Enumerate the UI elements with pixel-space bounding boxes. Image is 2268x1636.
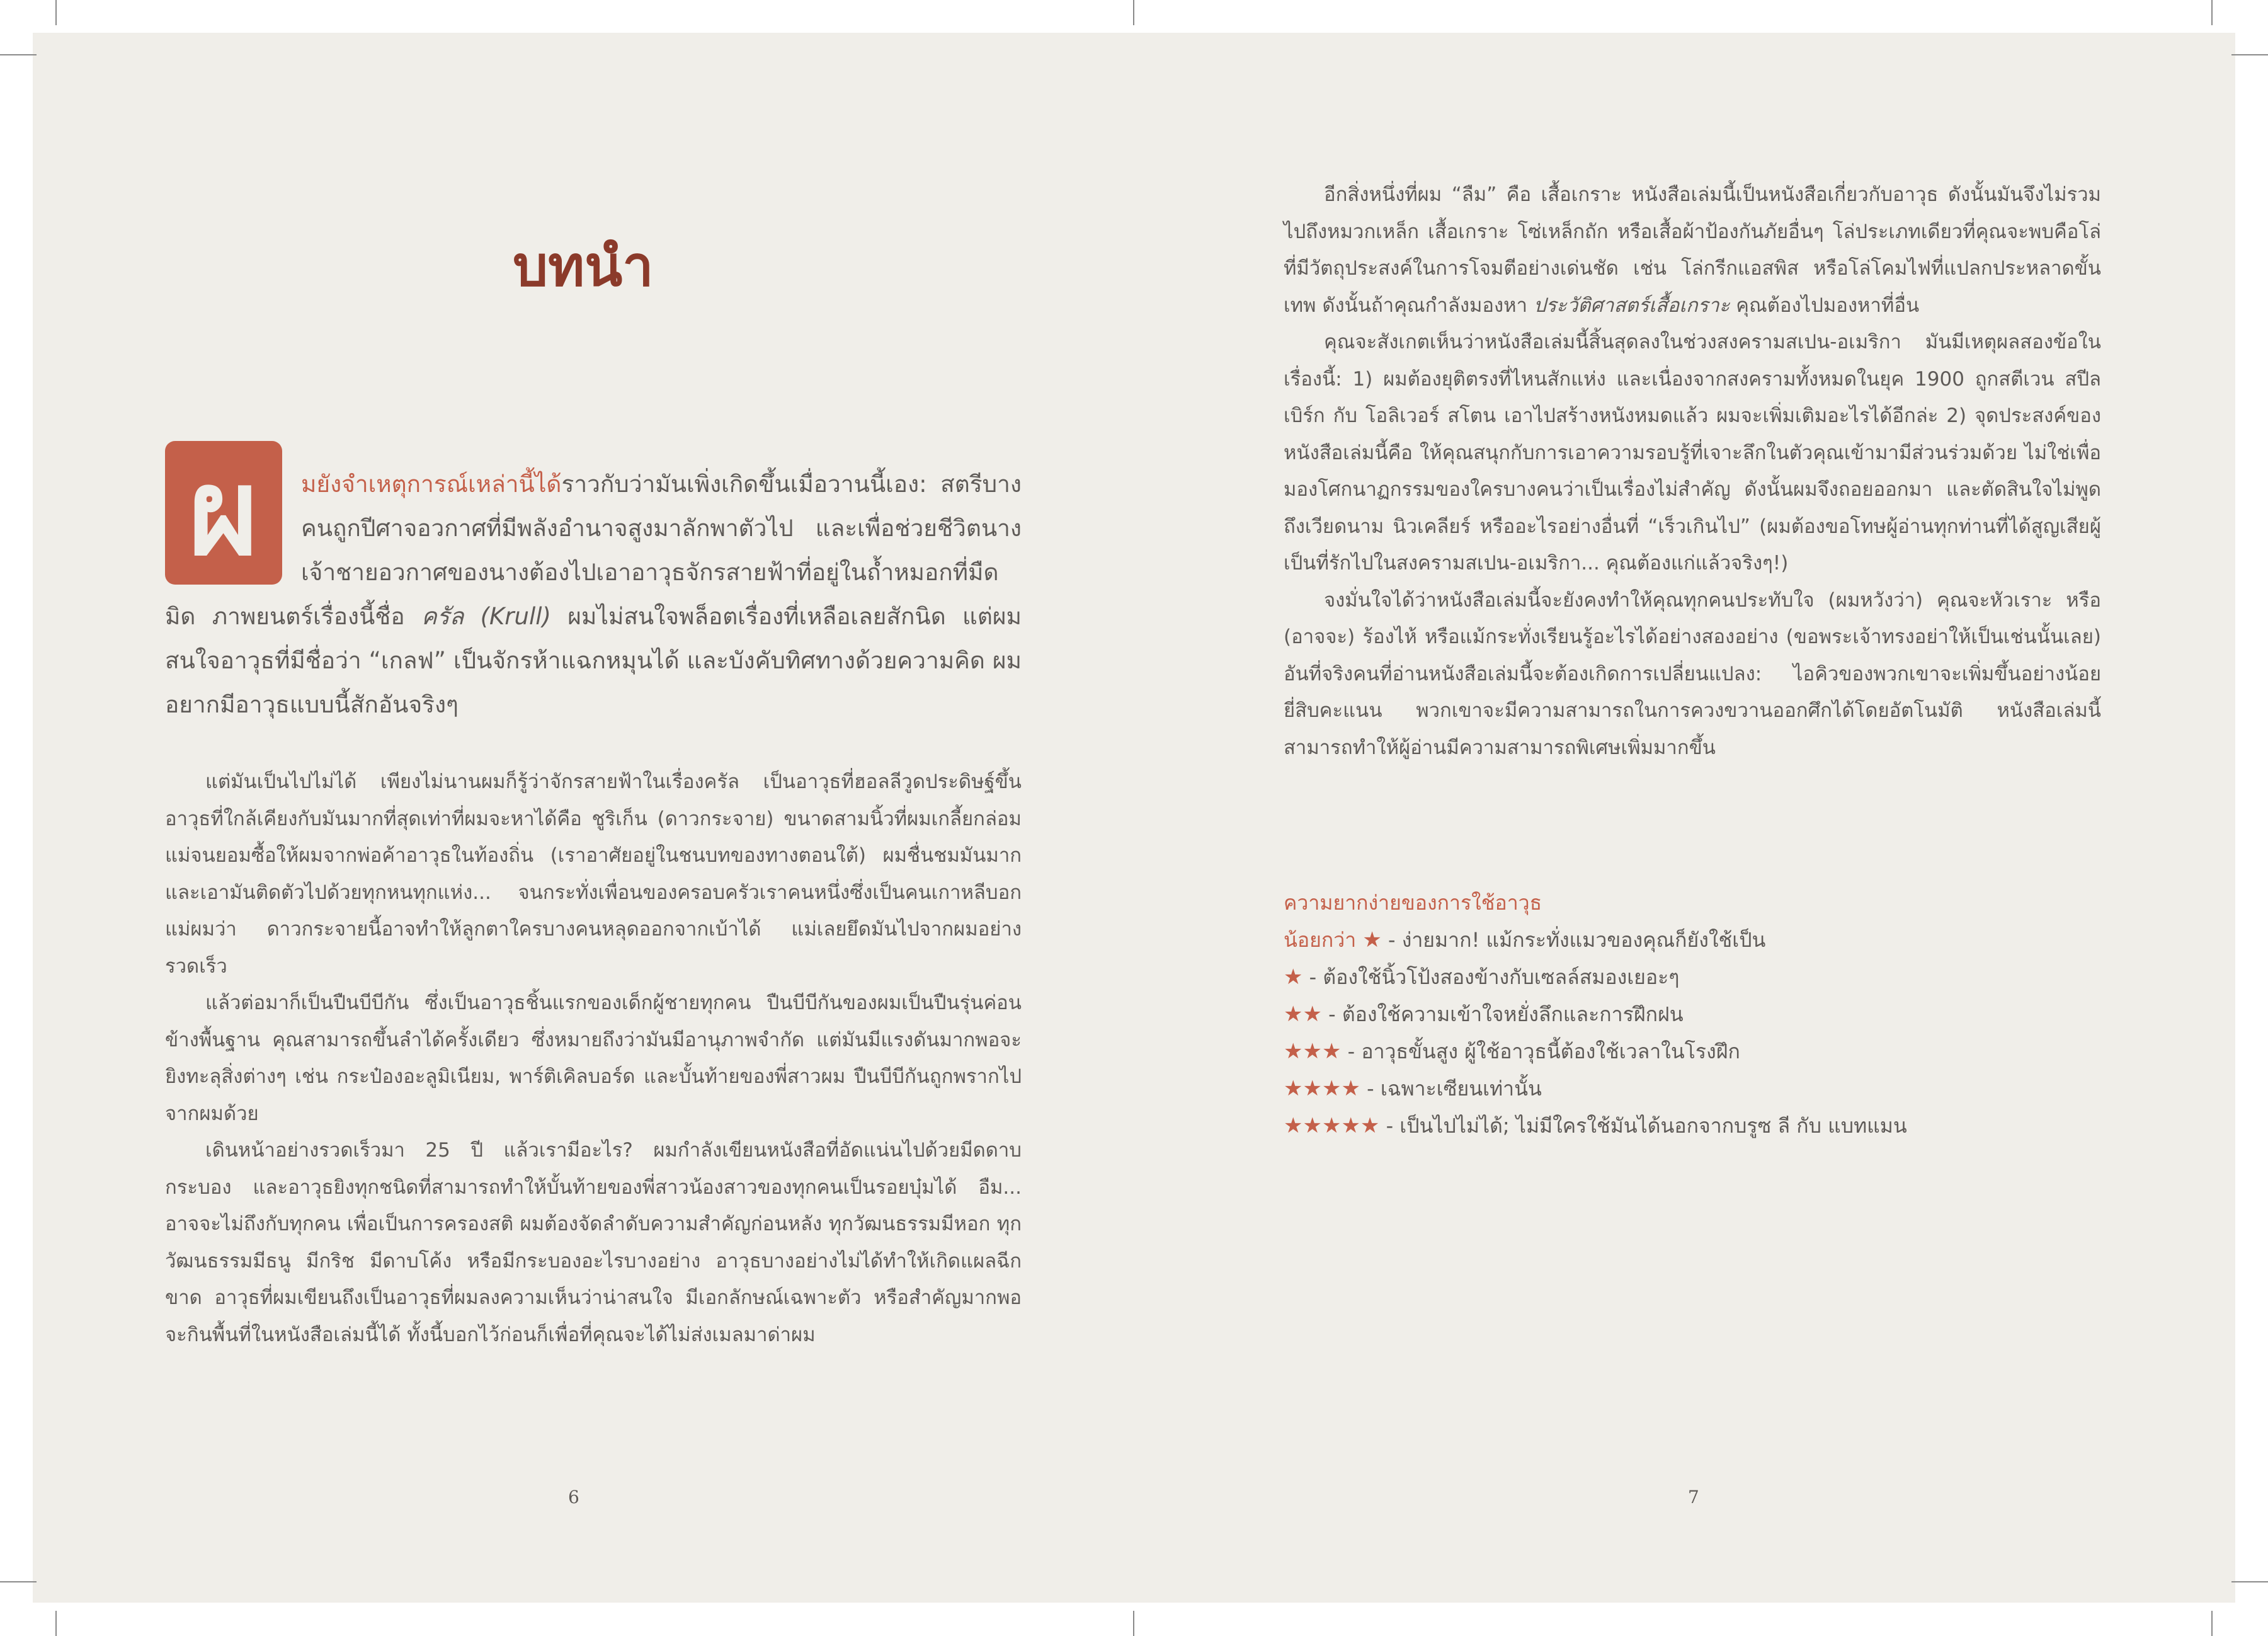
crop-mark bbox=[0, 1581, 37, 1582]
body-paragraph: คุณจะสังเกตเห็นว่าหนังสือเล่มนี้สิ้นสุดลงในช่วงสงครามสเปน-อเมริกา มันมีเหตุผลสองข้อในเรื่องนี้: 1) ผมต้องยุติตรงที่ไหนสักแห่ง และเนื่องจากสงครามทั้งหมดในยุค 1900 ถูกสตีเวน สปีลเบิร์ก กับ โอลิเวอร์ สโตน เอาไปสร้างหนังหมดแล้ว ผมจะเพิ่มเติมอะไรได้อีกล่ะ 2) จุดประสงค์ของหนังสือเล่มนี้คือ ให้คุณสนุกกับการเอาความรอบรู้ที่เจาะลึกในตัวคุณเข้ามามีส่วนร่วมด้วย ไม่ใช่เพื่อมองโศกนาฏกรรมของใครบางคนว่าเป็นเรื่องไม่สำคัญ ดังนั้นผมจึงถอยออกมา และตัดสินใจไม่พูดถึงเวียดนาม นิวเคลียร์ หรืออะไรอย่างอื่นที่ “เร็วเกินไป” (ผมต้องขอโทษผู้อ่านทุกท่านที่ได้สูญเสียผู้เป็นที่รักไปในสงครามสเปน-อเมริกา... คุณต้องแก่แล้วจริงๆ!) bbox=[1284, 331, 2101, 575]
chapter-title: บทนำ bbox=[513, 233, 654, 299]
crop-mark bbox=[2211, 0, 2213, 25]
lead-highlight: มยังจำเหตุการณ์เหล่านี้ได้ bbox=[301, 471, 562, 498]
film-title: ครัล (Krull) bbox=[421, 603, 551, 630]
crop-mark bbox=[2231, 54, 2268, 55]
body-paragraph: เดินหน้าอย่างรวดเร็วมา 25 ปี แล้วเรามีอะไร? ผมกำลังเขียนหนังสือที่อัดแน่นไปด้วยมีดดาบ กระบอง และอาวุธยิงทุกชนิดที่สามารถทำให้บั้นท้ายของพี่สาวน้องสาวของทุกคนเป็นรอยบุ๋มได้ อืม... อาจจะไม่ถึงกับทุกคน เพื่อเป็นการครองสติ ผมต้องจัดลำดับความสำคัญก่อนหลัง ทุกวัฒนธรรมมีหอก ทุกวัฒนธรรมมีธนู มีกริช มีดาบโค้ง หรือมีกระบองอะไรบางอย่าง อาวุธบางอย่างไม่ได้ทำให้เกิดแผลฉีกขาด อาวุธที่ผมเขียนถึงเป็นอาวุธที่ผมลงความเห็นว่าน่าสนใจ มีเอกลักษณ์เฉพาะตัว หรือสำคัญมากพอจะกินพื้นที่ในหนังสือเล่มนี้ได้ ทั้งนี้บอกไว้ก่อนก็เพื่อที่คุณจะได้ไม่ส่งเมลมาด่าผม bbox=[165, 1139, 1022, 1346]
page-number: 7 bbox=[1688, 1487, 1699, 1507]
star-icon: ★ bbox=[1362, 927, 1382, 952]
star-icon: ★★★ bbox=[1284, 1039, 1342, 1064]
body-paragraph bbox=[1284, 176, 2101, 324]
lead-text-2: ผมไม่สนใจพล็อตเรื่องที่เหลือเลยสักนิด แต่ผมสนใจอาวุธที่มีชื่อว่า “เกลฟ” เป็นจักรห้าแฉกหมุนได้ และบังคับทิศทางด้วยความคิด ผมอยากมีอาวุธแบบนี้สักอันจริงๆ bbox=[165, 603, 1022, 718]
crop-mark bbox=[0, 54, 37, 55]
crop-mark bbox=[55, 0, 57, 25]
left-page bbox=[33, 33, 1134, 1603]
star-icon: ★★★★★ bbox=[1284, 1113, 1380, 1138]
legend-row bbox=[1284, 922, 2101, 959]
legend-text: - เป็นไปไม่ได้; ไม่มีใครใช้มันได้นอกจากบรูซ ลี กับ แบทแมน bbox=[1379, 1114, 1907, 1138]
difficulty-legend bbox=[1284, 884, 2101, 1145]
drop-cap: ผ bbox=[165, 441, 282, 585]
para-text: อีกสิ่งหนึ่งที่ผม “ลืม” คือ เสื้อเกราะ หนังสือเล่มนี้เป็นหนังสือเกี่ยวกับอาวุธ ดังนั้นมันจึงไม่รวมไปถึงหมวกเหล็ก เสื้อเกราะ โซ่เหล็กถัก หรือเสื้อผ้าป้องกันภัยอื่นๆ โล่ประเภทเดียวที่คุณจะพบคือโล่ที่มีวัตถุประสงค์ในการโจมตีอย่างเด่นชัด เช่น โล่กรีกแอสพิส หรือโล่โคมไฟที่แปลกประหลาดขั้นเทพ ดังนั้นถ้าคุณกำลังมองหา bbox=[1284, 183, 2101, 317]
legend-row bbox=[1284, 996, 2101, 1033]
body-paragraph: แต่มันเป็นไปไม่ได้ เพียงไม่นานผมก็รู้ว่าจักรสายฟ้าในเรื่องครัล เป็นอาวุธที่ฮอลลีวูดประดิษฐ์ขึ้น อาวุธที่ใกล้เคียงกับมันมากที่สุดเท่าที่ผมจะหาได้คือ ชูริเก็น (ดาวกระจาย) ขนาดสามนิ้วที่ผมเกลี้ยกล่อมแม่จนยอมซื้อให้ผมจากพ่อค้าอาวุธในท้องถิ่น (เราอาศัยอยู่ในชนบทของทางตอนใต้) ผมชื่นชมมันมาก และเอามันติดตัวไปด้วยทุกหนทุกแห่ง... จนกระทั่งเพื่อนของครอบครัวเราคนหนึ่งซึ่งเป็นคนเกาหลีบอกแม่ผมว่า ดาวกระจายนี้อาจทำให้ลูกตาใครบางคนหลุดออกจากเบ้าได้ แม่เลยยึดมันไปจากผมอย่างรวดเร็ว bbox=[165, 770, 1022, 978]
legend-text: - ง่ายมาก! แม้กระทั่งแมวของคุณก็ยังใช้เป็น bbox=[1381, 928, 1766, 952]
right-page bbox=[1134, 33, 2235, 1603]
crop-mark bbox=[55, 1611, 57, 1636]
para-text: คุณต้องไปมองหาที่อื่น bbox=[1729, 294, 1920, 317]
legend-text: - ต้องใช้ความเข้าใจหยั่งลึกและการฝึกฝน bbox=[1321, 1002, 1684, 1026]
legend-text: - เฉพาะเซียนเท่านั้น bbox=[1360, 1077, 1542, 1101]
crop-mark bbox=[2231, 1581, 2268, 1582]
lead-paragraph bbox=[165, 462, 1022, 727]
less-label: น้อยกว่า bbox=[1284, 928, 1357, 952]
legend-row bbox=[1284, 959, 2101, 996]
star-icon: ★ bbox=[1284, 964, 1303, 990]
crop-mark bbox=[1133, 1611, 1134, 1636]
body-paragraph: แล้วต่อมาก็เป็นปืนบีบีกัน ซึ่งเป็นอาวุธชิ้นแรกของเด็กผู้ชายทุกคน ปืนบีบีกันของผมเป็นปืนรุ่นค่อนข้างพื้นฐาน คุณสามารถขึ้นลำได้ครั้งเดียว ซึ่งหมายถึงว่ามันมีอานุภาพจำกัด แต่มันมีแรงดันมากพอจะยิงทะลุสิ่งต่างๆ เช่น กระป๋องอะลูมิเนียม, พาร์ติเคิลบอร์ด และบั้นท้ายของพี่สาวผม ปืนบีบีกันถูกพรากไปจากผมด้วย bbox=[165, 992, 1022, 1125]
legend-row bbox=[1284, 1033, 2101, 1070]
page-number: 6 bbox=[568, 1487, 579, 1507]
book-title: ประวัติศาสตร์เสื้อเกราะ bbox=[1533, 294, 1730, 317]
left-body-text bbox=[165, 764, 1022, 1353]
legend-heading: ความยากง่ายของการใช้อาวุธ bbox=[1284, 891, 1542, 915]
legend-text: - อาวุธขั้นสูง ผู้ใช้อาวุธนี้ต้องใช้เวลาในโรงฝึก bbox=[1341, 1039, 1740, 1063]
crop-mark bbox=[2211, 1611, 2213, 1636]
right-body-text bbox=[1284, 176, 2101, 766]
star-icon: ★★ bbox=[1284, 1002, 1322, 1027]
legend-row bbox=[1284, 1070, 2101, 1107]
star-icon: ★★★★ bbox=[1284, 1076, 1360, 1101]
legend-text: - ต้องใช้นิ้วโป้งสองข้างกับเซลล์สมองเยอะๆ bbox=[1302, 965, 1680, 989]
crop-mark bbox=[1133, 0, 1134, 25]
body-paragraph: จงมั่นใจได้ว่าหนังสือเล่มนี้จะยังคงทำให้คุณทุกคนประทับใจ (ผมหวังว่า) คุณจะหัวเราะ หรือ (อาจจะ) ร้องไห้ หรือแม้กระทั่งเรียนรู้อะไรได้อย่างสองอย่าง (ขอพระเจ้าทรงอย่าให้เป็นเช่นนั้นเลย) อันที่จริงคนที่อ่านหนังสือเล่มนี้จะต้องเกิดการเปลี่ยนแปลง: ไอคิวของพวกเขาจะเพิ่มขึ้นอย่างน้อยยี่สิบคะแนน พวกเขาจะมีความสามารถในการควงขวานออกศึกได้โดยอัตโนมัติ หนังสือเล่มนี้สามารถทำให้ผู้อ่านมีความสามารถพิเศษเพิ่มมากขึ้น bbox=[1284, 588, 2101, 759]
legend-row bbox=[1284, 1107, 2101, 1145]
lead-text-1: ราวกับว่ามันเพิ่งเกิดขึ้นเมื่อวานนี้เอง: สตรีบางคนถูกปีศาจอวกาศที่มีพลังอำนาจสูงมาลักพาตัวไป และเพื่อช่วยชีวิตนาง เจ้าชายอวกาศของนางต้องไปเอาอาวุธจักรสายฟ้าที่อยู่ในถ้ำหมอกที่มืดมิด ภาพยนตร์เรื่องนี้ชื่อ bbox=[165, 471, 1022, 630]
